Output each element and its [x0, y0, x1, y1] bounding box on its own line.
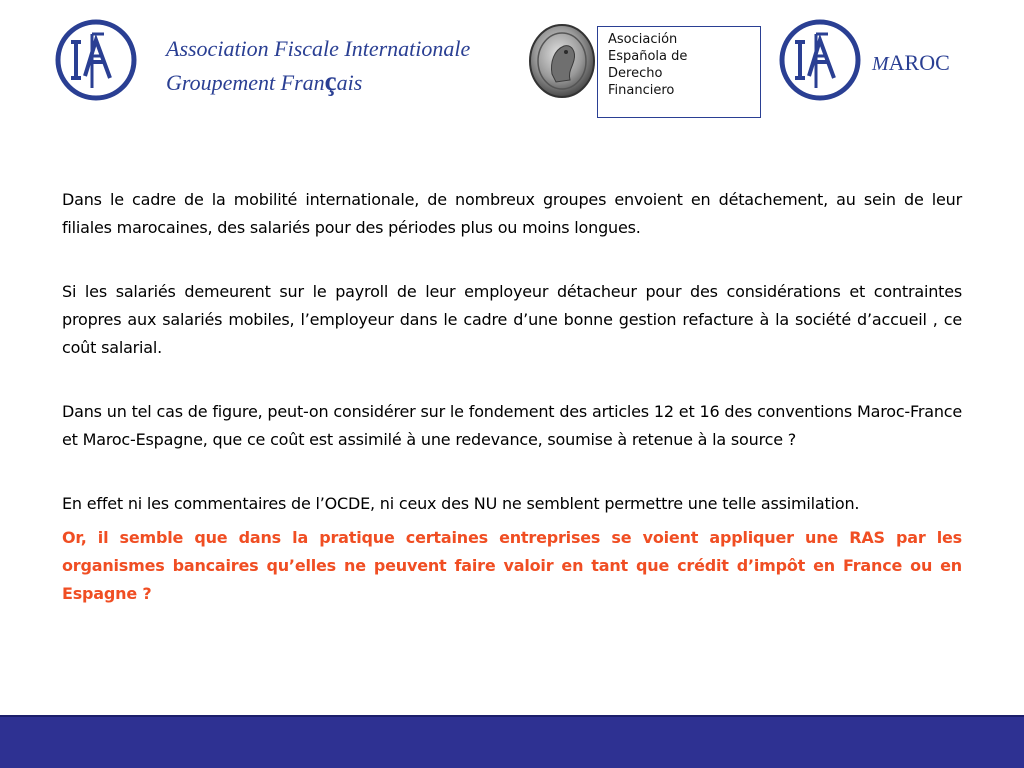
ifa-logo-icon — [54, 18, 138, 102]
org-title-line2 — [166, 65, 470, 99]
slide-content — [62, 186, 962, 608]
highlight-paragraph: Or, il semble que dans la pratique certaines entreprises se voient appliquer une RAS par les organismes bancaires qu’elles ne peuvent faire valoir en tant que crédit d’impôt en France ou en Espagne ? — [62, 528, 962, 603]
paragraph-4: En effet ni les commentaires de l’OCDE, ni ceux des NU ne semblent permettre une telle assimilation. — [62, 494, 860, 513]
aedf-name-box — [597, 26, 761, 118]
coin-seal-logo — [528, 22, 596, 100]
aedf-line: Asociación — [608, 32, 678, 47]
aedf-line: Derecho — [608, 66, 663, 81]
org-title-line2-suffix: ais — [336, 70, 363, 95]
aedf-line: Española de — [608, 49, 688, 64]
org-title-line1: Association Fiscale Internationale — [166, 36, 471, 61]
maroc-label — [872, 48, 950, 79]
coin-seal-icon — [528, 22, 596, 100]
maroc-rest: AROC — [888, 50, 950, 75]
maroc-initial: M — [872, 53, 889, 75]
org-title-line2-prefix: Groupement Fran — [166, 70, 325, 95]
ifa-logo-right — [778, 18, 862, 102]
ifa-logo-icon — [778, 18, 862, 102]
org-title-line2-c: ç — [324, 66, 337, 96]
aedf-line: Financiero — [608, 83, 675, 98]
footer-bar — [0, 715, 1024, 768]
paragraph-1: Dans le cadre de la mobilité internationale, de nombreux groupes envoient en détachement, au sein de leur filiales marocaines, des salariés pour des périodes plus ou moins longues. — [62, 190, 962, 237]
paragraph-2: Si les salariés demeurent sur le payroll de leur employeur détacheur pour des considérations et contraintes propres aux salariés mobiles, l’employeur dans le cadre d’une bonne gestion refacture à la société d’accueil , ce coût salarial. — [62, 282, 962, 357]
paragraph-3: Dans un tel cas de figure, peut-on considérer sur le fondement des articles 12 et 16 des conventions Maroc-France et Maroc-Espagne, que ce coût est assimilé à une redevance, soumise à retenue à la source ? — [62, 402, 962, 449]
org-title — [166, 33, 470, 99]
ifa-logo-left — [54, 18, 138, 102]
